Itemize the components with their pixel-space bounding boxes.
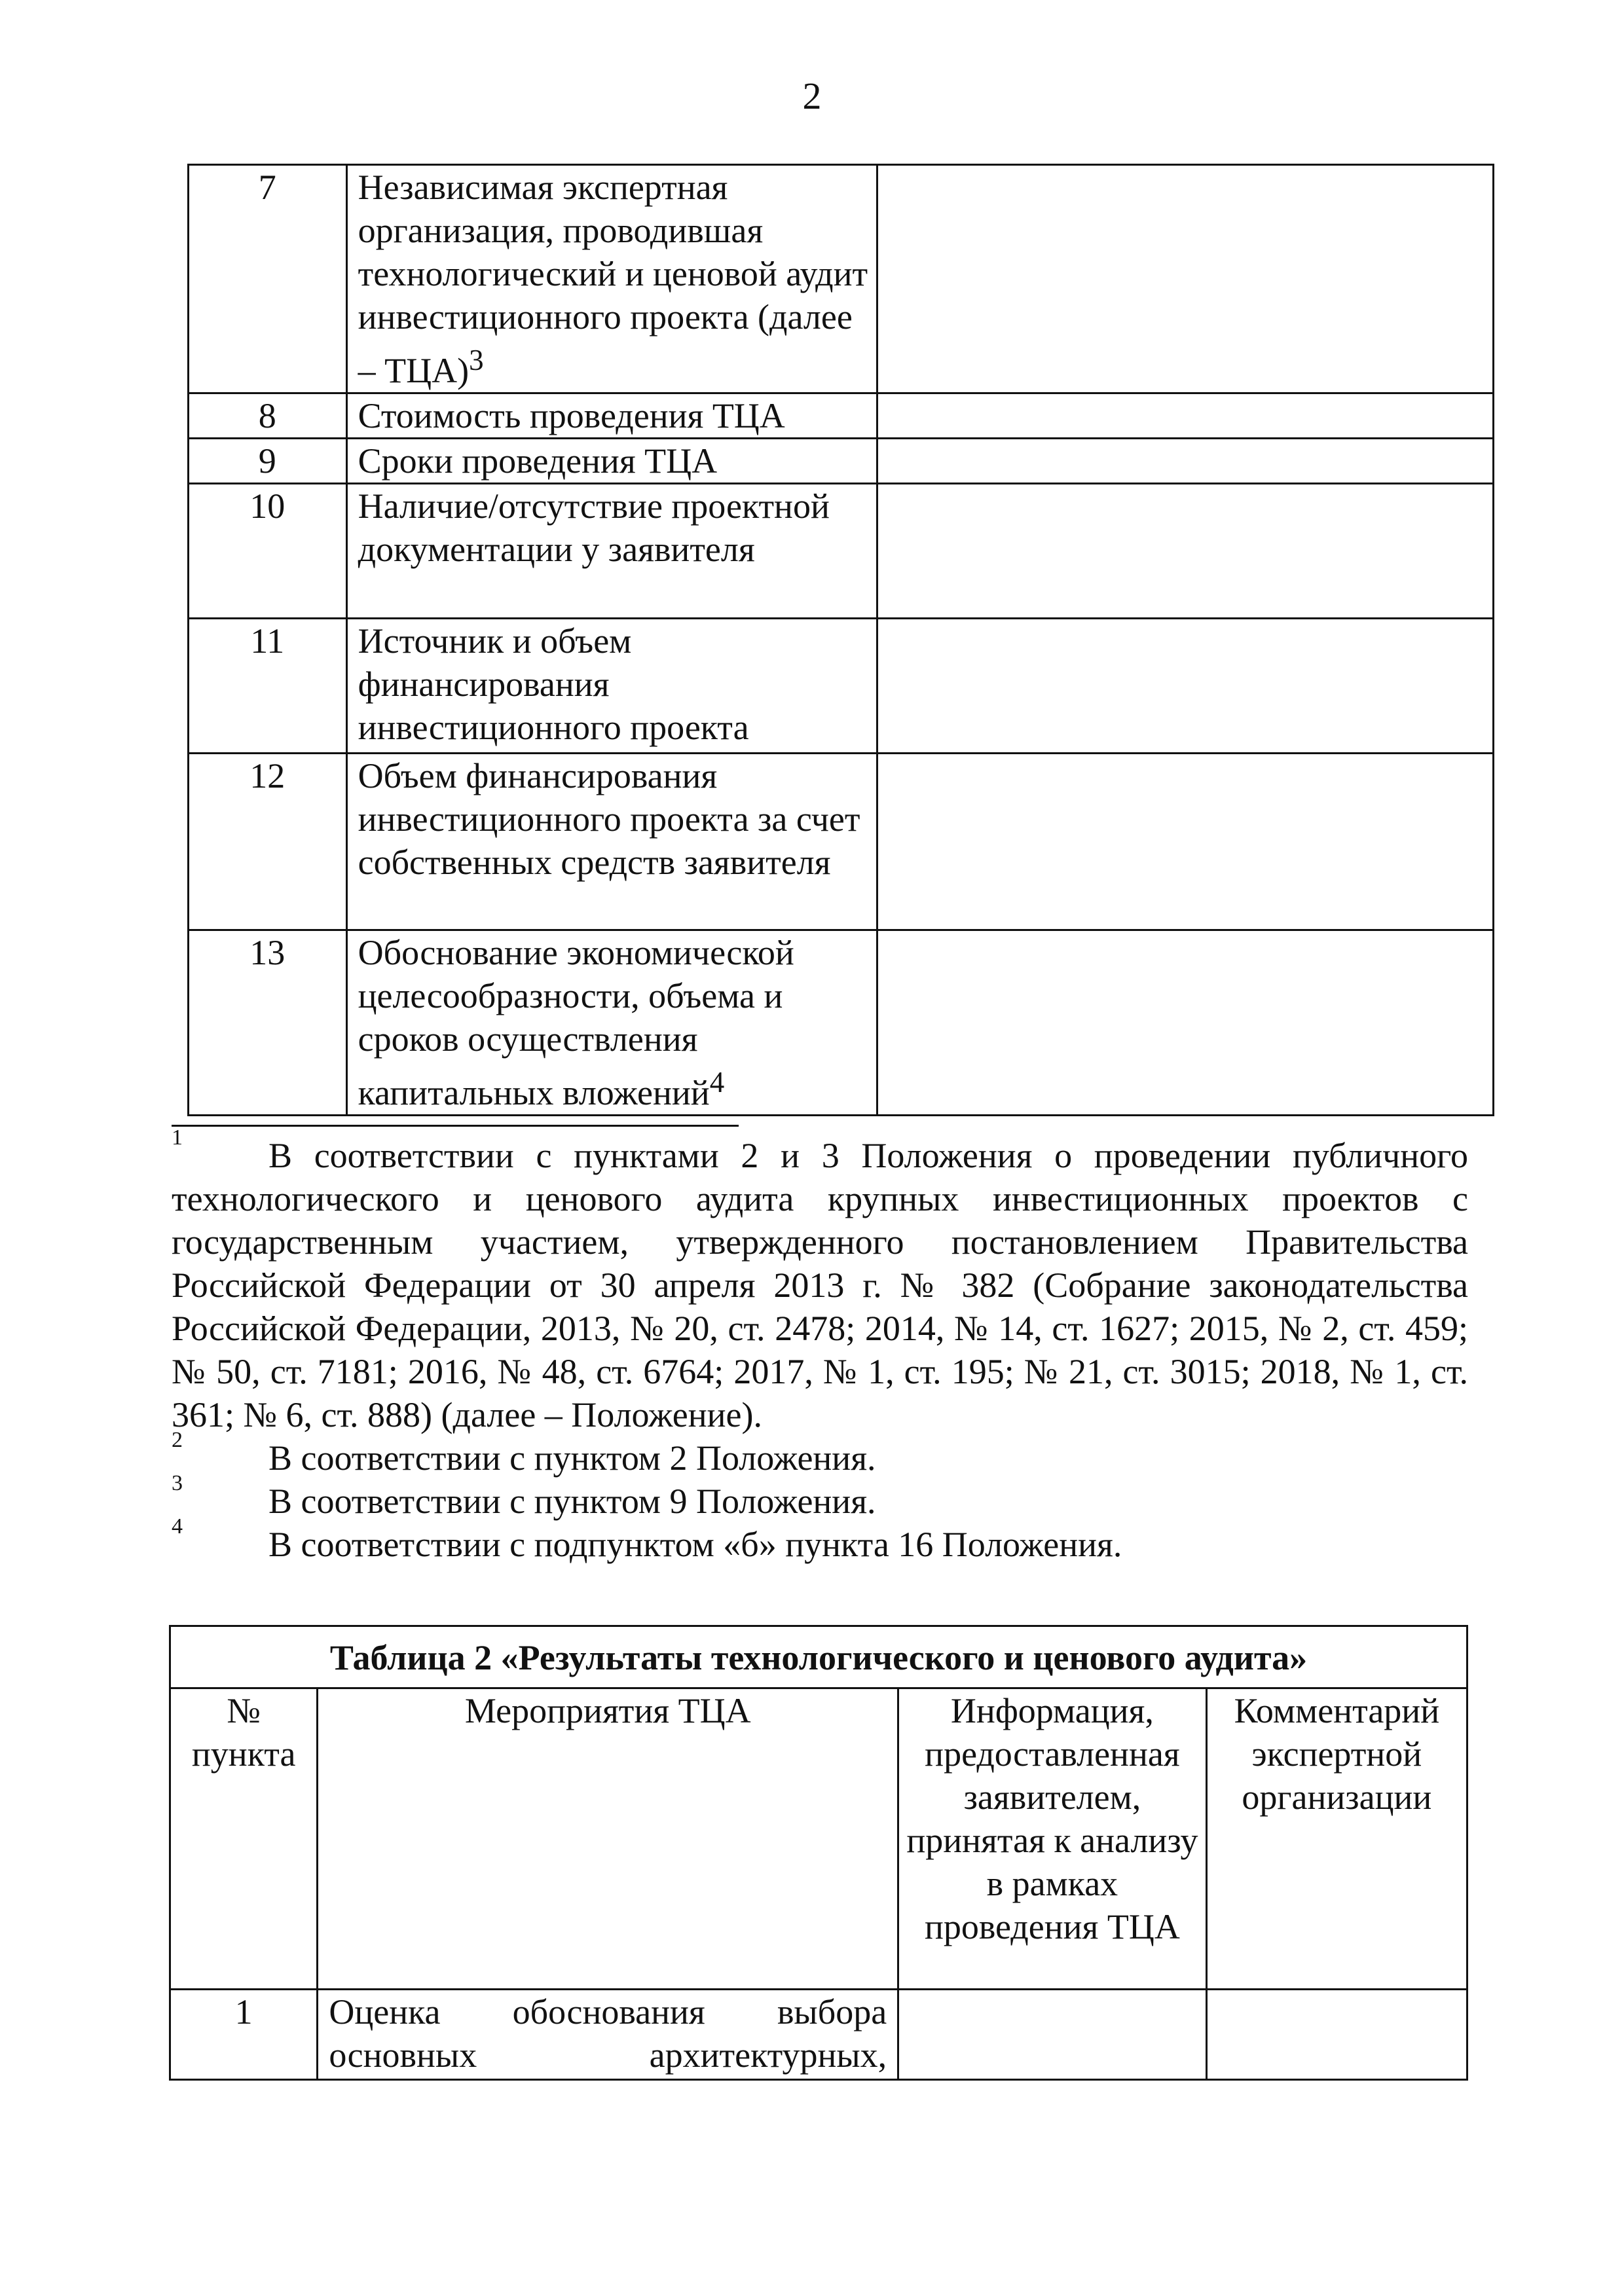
row-number: 12 <box>189 754 347 930</box>
footnote <box>172 1514 1468 1566</box>
row-value[interactable] <box>877 619 1494 754</box>
table-caption: Таблица 2 «Результаты технологического и ценового аудита» <box>170 1626 1467 1688</box>
row-number: 11 <box>189 619 347 754</box>
footnote-ref: 3 <box>469 344 484 376</box>
table-row <box>189 393 1494 439</box>
row-label: Объем финансирования инвестиционного проекта за счет собственных средств заявителя <box>346 754 877 930</box>
page-number: 2 <box>802 75 822 117</box>
footnote-mark: 3 <box>172 1471 183 1495</box>
row-number: 7 <box>189 165 347 393</box>
footnote <box>172 1428 1468 1480</box>
footnote-mark: 1 <box>172 1125 183 1150</box>
row-label: Стоимость проведения ТЦА <box>346 393 877 439</box>
table-row <box>189 439 1494 484</box>
row-number: 13 <box>189 930 347 1116</box>
row-label: Сроки проведения ТЦА <box>346 439 877 484</box>
footnote-text: В соответствии с пунктами 2 и 3 Положения о проведении публичного технологического и ценового аудита крупных инвестиционных проектов с государственным участием, утвержденного постановлением Правительства Российской Федерации от 30 апреля 2013 г. № 382 (Собрание законодательства Российской Федерации, 2013, № 20, ст. 2478; 2014, № 14, ст. 1627; 2015, № 2, ст. 459; № 50, ст. 7181; 2016, № 48, ст. 6764; 2017, № 1, ст. 195; № 21, ст. 3015; 2018, № 1, ст. 361; № 6, ст. 888) (далее – Положение). <box>172 1136 1468 1434</box>
table-row <box>189 619 1494 754</box>
row-number: 8 <box>189 393 347 439</box>
table-row <box>189 754 1494 930</box>
table-row <box>189 484 1494 619</box>
row-value[interactable] <box>877 484 1494 619</box>
row-label: Наличие/отсутствие проектной документации у заявителя <box>346 484 877 619</box>
row-value[interactable] <box>877 930 1494 1116</box>
row-label: Источник и объем финансирования инвестиционного проекта <box>346 619 877 754</box>
footnote-ref: 4 <box>709 1066 725 1099</box>
audit-results-table <box>169 1625 1468 2081</box>
row-label <box>346 165 877 393</box>
row-label <box>346 930 877 1116</box>
footnote-text: В соответствии с пунктом 2 Положения. <box>268 1438 876 1478</box>
footnotes <box>172 1125 1468 1566</box>
row-label-text: Независимая экспертная организация, проводившая технологический и ценовой аудит инвестиционного проекта (далее – ТЦА) <box>358 168 868 390</box>
table-header-row <box>170 1688 1467 1990</box>
footnote <box>172 1471 1468 1523</box>
footnote <box>172 1125 1468 1436</box>
row-value[interactable] <box>877 754 1494 930</box>
table-row <box>189 930 1494 1116</box>
row-number: 10 <box>189 484 347 619</box>
footnote-text: В соответствии с подпунктом «б» пункта 16 Положения. <box>268 1525 1122 1564</box>
header-applicant-info: Информация, предоставленная заявителем, принятая к анализу в рамках проведения ТЦА <box>898 1688 1207 1990</box>
row-expert-comment[interactable] <box>1206 1990 1467 2080</box>
header-expert-comment: Комментарий экспертной организации <box>1206 1688 1467 1990</box>
project-info-table <box>187 164 1494 1116</box>
footnote-separator <box>172 1125 739 1127</box>
table-caption-row <box>170 1626 1467 1688</box>
footnote-mark: 2 <box>172 1428 183 1452</box>
row-value[interactable] <box>877 439 1494 484</box>
footnote-text: В соответствии с пунктом 9 Положения. <box>268 1482 876 1521</box>
row-number: 9 <box>189 439 347 484</box>
table-row <box>189 165 1494 393</box>
table-row <box>170 1990 1467 2080</box>
row-number: 1 <box>170 1990 318 2080</box>
row-label-text: Обоснование экономической целесообразности, объема и сроков осуществления капитальных вложений <box>358 933 794 1112</box>
row-value[interactable] <box>877 393 1494 439</box>
header-item-number: № пункта <box>170 1688 318 1990</box>
footnote-mark: 4 <box>172 1514 183 1539</box>
row-activity: Оценка обоснования выбора основных архитектурных, <box>318 1990 898 2080</box>
row-value[interactable] <box>877 165 1494 393</box>
row-applicant-info[interactable] <box>898 1990 1207 2080</box>
header-activities: Мероприятия ТЦА <box>318 1688 898 1990</box>
